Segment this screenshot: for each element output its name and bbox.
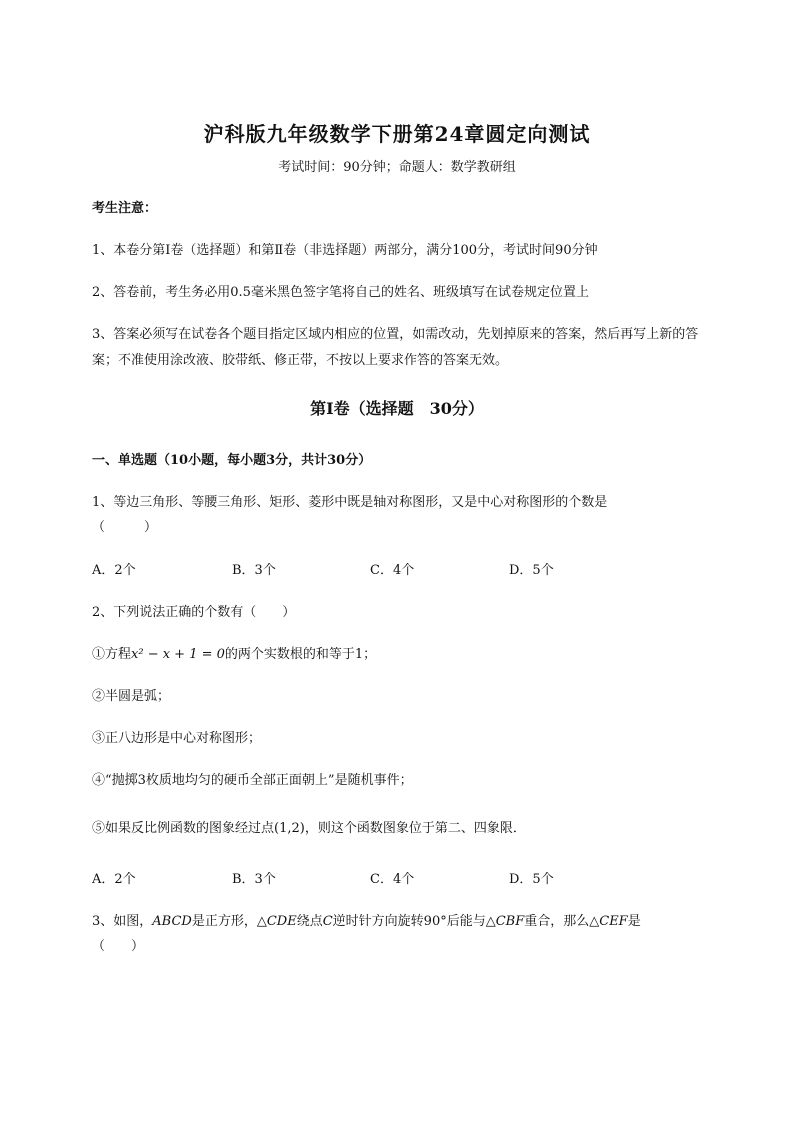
q3-blank: （ ） (92, 939, 145, 954)
q2-options (92, 867, 652, 893)
q2-s1-post: 的两个实数根的和等于1； (224, 647, 377, 662)
q2-statement-5 (92, 816, 702, 842)
part-heading: 一、单选题（10小题，每小题3分，共计30分） (92, 453, 372, 468)
q2-statement-1 (92, 642, 702, 668)
q3-cde: CDE (266, 914, 297, 929)
q1-option-a: A．2个 (92, 563, 136, 578)
q2-s5-point: (1,2) (274, 821, 305, 836)
notice-item-3: 3、答案必须写在试卷各个题目指定区域内相应的位置，如需改动，先划掉原来的答案，然后再写上新的答案；不准使用涂改液、胶带纸、修正带，不按以上要求作答的答案无效。 (92, 327, 699, 368)
q3-stem (92, 909, 702, 935)
q2-option-a: A．2个 (92, 872, 136, 887)
notice-heading: 考生注意： (92, 201, 158, 216)
q1-options (92, 558, 652, 584)
q3-text-5: 重合，那么△ (524, 914, 600, 929)
notice-item-2: 2、答卷前，考生务必用0.5毫米黑色签字笔将自己的姓名、班级填写在试卷规定位置上 (92, 285, 589, 300)
q3-abcd: ABCD (152, 914, 192, 929)
q1-blank: （ ） (92, 520, 158, 535)
q2-option-c: C．4个 (370, 872, 415, 887)
q1-option-b: B．3个 (232, 563, 276, 578)
q1-option-c: C．4个 (370, 563, 415, 578)
q3-text-1: 3、如图， (92, 914, 153, 929)
q2-stem: 2、下列说法正确的个数有（ ） (92, 605, 296, 620)
exam-title: 沪科版九年级数学下册第24章圆定向测试 (203, 122, 591, 146)
q2-s5-post: ，则这个函数图象位于第二、四象限． (304, 821, 526, 836)
q3-text-4: 逆时针方向旋转90°后能与△ (332, 914, 496, 929)
q2-statement-3: ③正八边形是中心对称图形； (92, 731, 262, 746)
q2-s5-pre: ⑤如果反比例函数的图象经过点 (92, 821, 275, 836)
notice-item-1: 1、本卷分第I卷（选择题）和第Ⅱ卷（非选择题）两部分，满分100分，考试时间90分钟 (92, 243, 598, 258)
q2-statement-2: ②半圆是弧； (92, 689, 171, 704)
q3-text-2: 是正方形，△ (191, 914, 267, 929)
q3-text-3: 绕点 (296, 914, 323, 929)
q3-cef: CEF (599, 914, 628, 929)
q2-s1-pre: ①方程 (92, 647, 132, 662)
section-title: 第I卷（选择题 30分） (310, 399, 484, 418)
q3-point-c: C (322, 914, 333, 929)
q2-statement-4: ④“抛掷3枚质地均匀的硬币全部正面朝上”是随机事件； (92, 773, 413, 788)
q2-option-b: B．3个 (232, 872, 276, 887)
exam-subtitle: 考试时间：90分钟；命题人：数学教研组 (278, 160, 516, 175)
q2-s1-equation: x² − x + 1 = 0 (131, 647, 225, 662)
q2-option-d: D．5个 (509, 872, 554, 887)
q1-option-d: D．5个 (509, 563, 554, 578)
q3-cbf: CBF (495, 914, 525, 929)
q1-stem: 1、等边三角形、等腰三角形、矩形、菱形中既是轴对称图形，又是中心对称图形的个数是 (92, 495, 608, 510)
q3-text-6: 是 (627, 914, 641, 929)
